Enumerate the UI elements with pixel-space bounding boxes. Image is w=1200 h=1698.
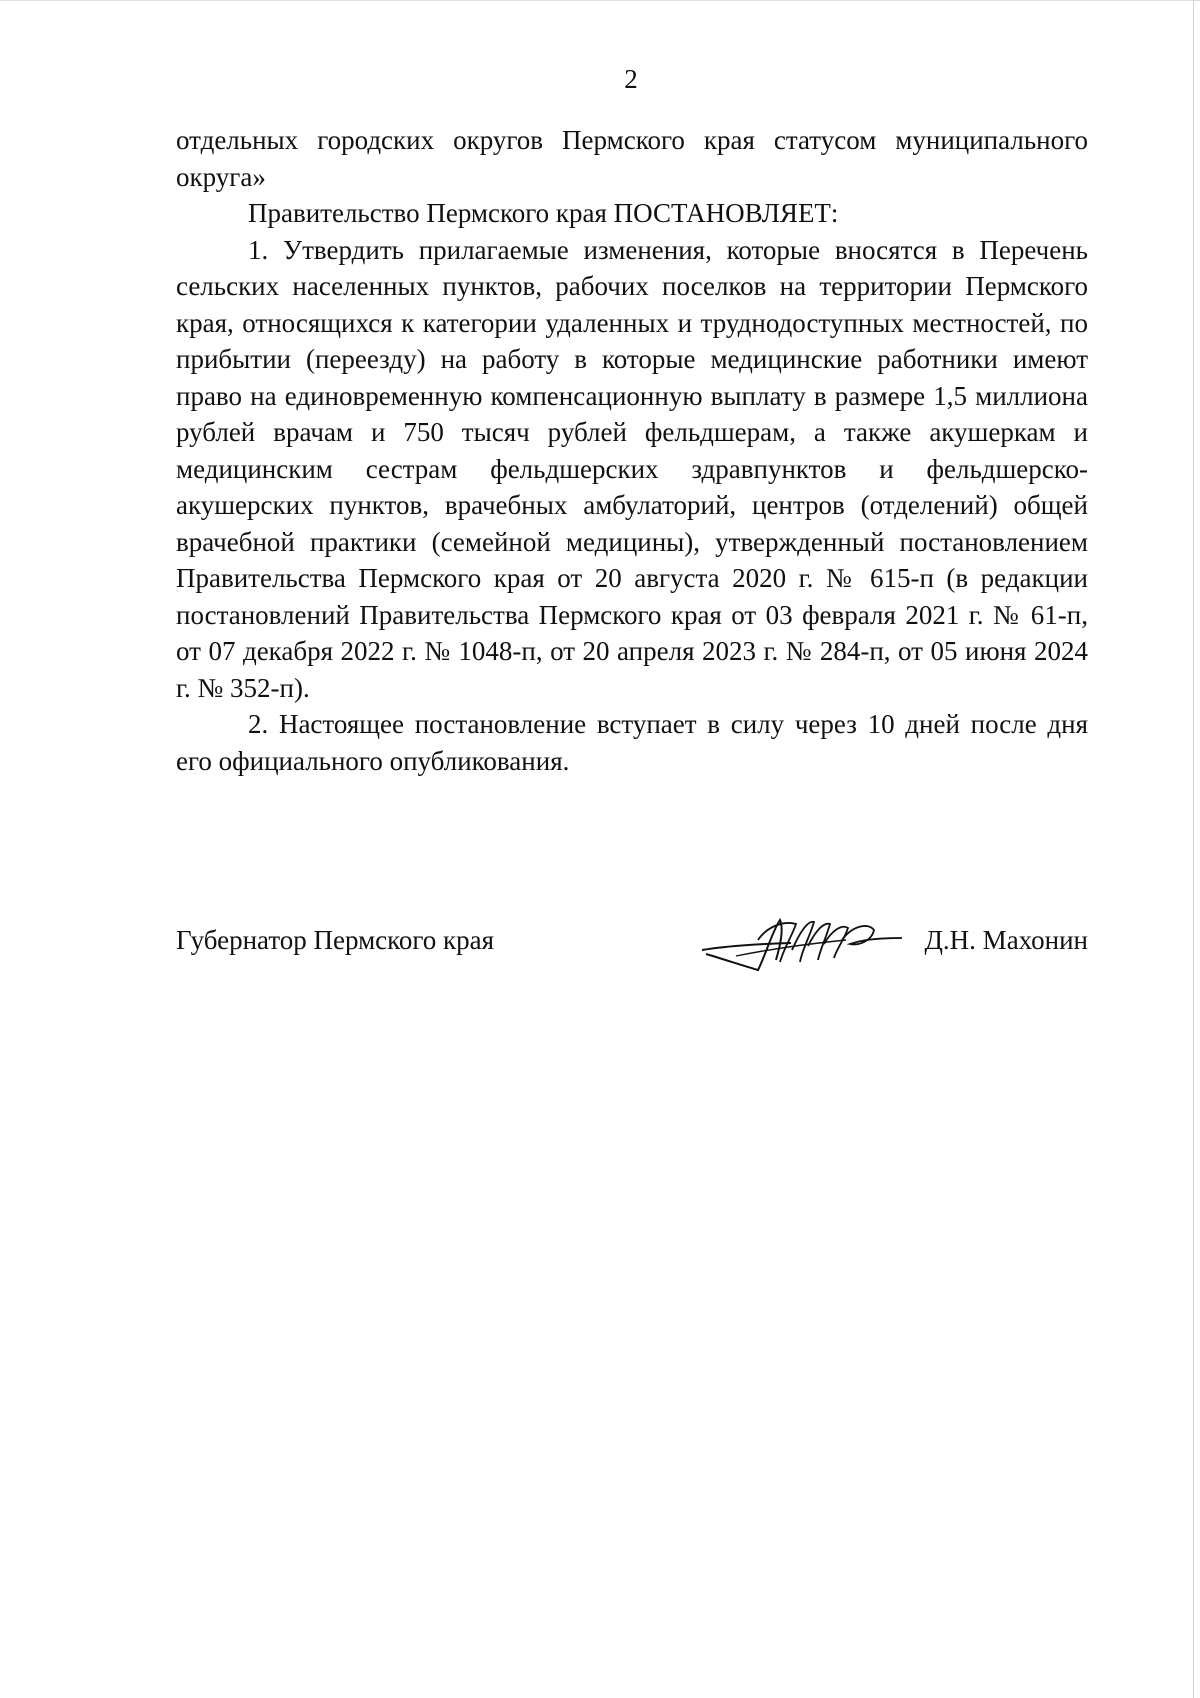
paragraph-item-1: 1. Утвердить прилагаемые изменения, которые вносятся в Перечень сельских населенных пунктов, рабочих поселков на территории Пермского края, относящихся к категории удаленных и труднодоступных местностей, по прибытии (переезду) на работу в которые медицинские работники имеют право на единовременную компенсационную выплату в размере 1,5 миллиона рублей врачам и 750 тысяч рублей фельдшерам, а также акушеркам и медицинским сестрам фельдшерских здравпунктов и фельдшерско-акушерских пунктов, врачебных амбулаторий, центров (отделений) общей врачебной практики (семейной медицины), утвержденный постановлением Правительства Пермского края от 20 августа 2020 г. № 615-п (в редакции постановлений Правительства Пермского края от 03 февраля 2021 г. № 61-п, от 07 декабря 2022 г. № 1048-п, от 20 апреля 2023 г. № 284-п, от 05 июня 2024 г. № 352-п).	[176, 234, 1088, 703]
scan-edge-top	[0, 0, 1200, 1]
page-number: 2	[624, 64, 638, 94]
paragraph-intro-continuation: отдельных городских округов Пермского края статусом муниципального округа»	[176, 125, 1088, 192]
scan-edge-right	[1193, 0, 1194, 1698]
signatory-name: Д.Н. Махонин	[924, 925, 1088, 955]
paragraph-resolves: Правительство Пермского края ПОСТАНОВЛЯЕТ:	[248, 198, 839, 228]
signatory-title: Губернатор Пермского края	[176, 925, 495, 955]
handwritten-signature	[696, 910, 906, 976]
document-body	[176, 122, 1088, 779]
signature-block	[176, 922, 1088, 982]
paragraph-item-2: 2. Настоящее постановление вступает в силу через 10 дней после дня его официального опубликования.	[176, 709, 1088, 776]
